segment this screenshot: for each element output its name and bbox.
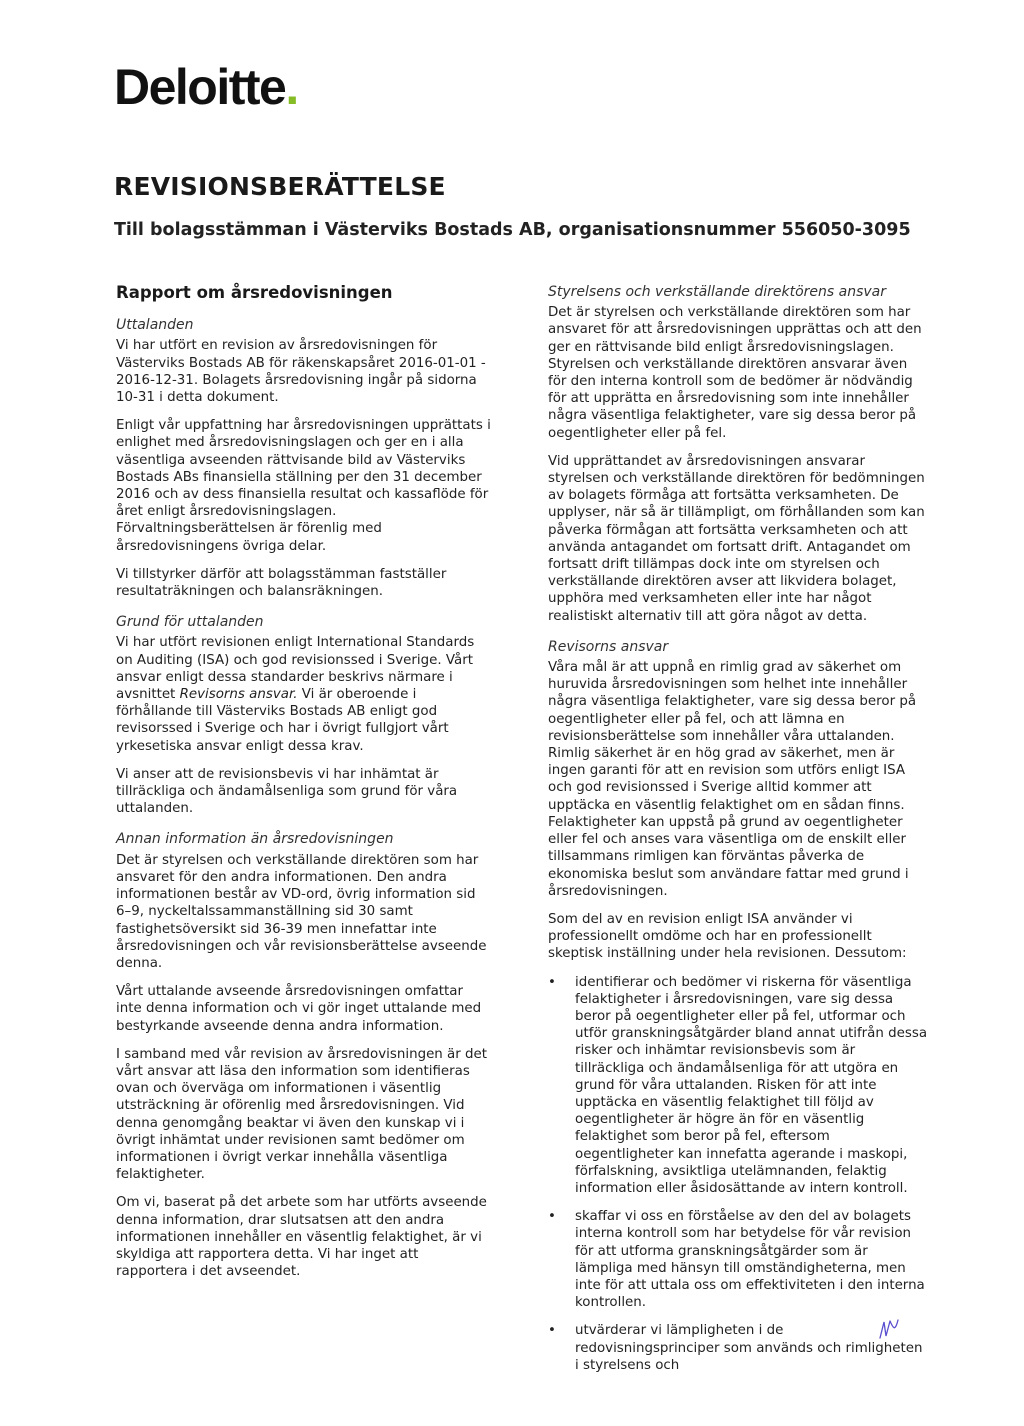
addressee: Till bolagsstämman i Västerviks Bostads AB, organisationsnummer 556050-3095 bbox=[114, 220, 911, 240]
subheading-annan-information: Annan information än årsredovisningen bbox=[116, 831, 394, 848]
list-item: • utvärderar vi lämpligheten i de redovisningsprinciper som används och rimligheten i styrelsens och bbox=[548, 1322, 928, 1374]
deloitte-logo bbox=[114, 59, 298, 115]
paragraph: Vi tillstyrker därför att bolagsstämman fastställer resultaträkningen och balansräkningen. bbox=[116, 566, 447, 600]
subheading-uttalanden: Uttalanden bbox=[116, 317, 194, 334]
list-item: • skaffar vi oss en förståelse av den del av bolagets interna kontroll som har betydelse för vår revision för att utforma granskningsåtgärder som är lämpliga med hänsyn till omständigheterna, men inte för att uttala oss om effektiviteten i den interna kontrollen. bbox=[548, 1208, 928, 1311]
paragraph: Det är styrelsen och verkställande direktören som har ansvaret för att årsredovisningen upprättas och att den ger en rättvisande bild enligt årsredovisningslagen. Styrelsen och verkställande direktören ansvarar även för den interna kontroll som de bedömer är nödvändig för att upprätta en årsredovisning som inte innehåller några väsentliga felaktigheter, vare sig dessa beror på oegentligheter eller på fel. bbox=[548, 305, 922, 441]
paragraph: Om vi, baserat på det arbete som har utförts avseende denna information, drar slutsatsen att den andra informationen innehåller en väsentlig felaktighet, är vi skyldiga att rapportera detta. Vi har inget att rapportera i det avseendet. bbox=[116, 1195, 487, 1280]
paragraph: Vi anser att de revisionsbevis vi har inhämtat är tillräckliga och ändamålsenliga som grund för våra uttalanden. bbox=[116, 766, 458, 817]
paragraph bbox=[116, 634, 492, 754]
list-item: • identifierar och bedömer vi riskerna för väsentliga felaktigheter i årsredovisningen, vare sig dessa beror på oegentligheter eller på fel, utformar och utför granskningsåtgärder bland annat utifrån dessa risker och inhämtar revisionsbevis som är tillräckliga och ändamålsenliga för att utgöra en grund för våra uttalanden. Risken för att inte upptäcka en väsentlig felaktighet till följd av oegentligheter är högre än för en väsentlig felaktighet som beror på fel, eftersom oegentligheter kan innefatta agerande i maskopi, förfalskning, avsiktliga utelämnanden, felaktig information eller åsidosättande av intern kontroll. bbox=[548, 974, 928, 1198]
page-title: REVISIONSBERÄTTELSE bbox=[114, 172, 446, 201]
logo-text: Deloitte bbox=[114, 59, 286, 115]
handwritten-initials-signature bbox=[876, 1316, 904, 1342]
paragraph: Våra mål är att uppnå en rimlig grad av säkerhet om huruvida årsredovisningen som helhet inte innehåller några väsentliga felaktigheter, vare sig dessa beror på oegentligheter eller på fel, och att lämna en revisionsberättelse som innehåller våra uttalanden. Rimlig säkerhet är en hög grad av säkerhet, men är ingen garanti för att en revision som utförs enligt ISA och god revisionssed i Sverige alltid kommer att upptäcka en väsentlig felaktighet om en sådan finns. Felaktigheter kan uppstå på grund av oegentligheter eller fel och anses vara väsentliga om de enskilt eller tillsammans rimligen kan förväntas påverka de ekonomiska beslut som användare fattar med grund i årsredovisningen. bbox=[548, 660, 917, 899]
bullet-list bbox=[548, 974, 928, 1374]
paragraph: Vid upprättandet av årsredovisningen ansvarar styrelsen och verkställande direktören för bedömningen av bolagets förmåga att fortsätta verksamheten. De upplyser, när så är tillämpligt, om förhållanden som kan påverka förmågan att fortsätta verksamheten och att använda antagandet om fortsatt drift. Antagandet om fortsatt drift tillämpas dock inte om styrelsen och verkställande direktören avser att likvidera bolaget, upphöra med verksamheten eller inte har något realistiskt alternativ till att göra något av detta. bbox=[548, 453, 925, 624]
section-heading-report: Rapport om årsredovisningen bbox=[116, 283, 393, 302]
paragraph: I samband med vår revision av årsredovisningen är det vårt ansvar att läsa den information som identifieras ovan och överväga om informationen i väsentlig utsträckning är oförenlig med årsredovisningen. Vid denna genomgång beaktar vi även den kunskap vi i övrigt inhämtat under revisionen samt bedömer om informationen i övrigt verkar innehålla väsentliga felaktigheter. bbox=[116, 1046, 488, 1183]
paragraph-part: Vi har utfört revisionen enligt International Standards on Auditing (ISA) och god revisionssed i Sverige. Vårt ansvar enligt dessa standarder beskrivs närmare i avsnittet bbox=[116, 635, 475, 703]
subheading-styrelsens-ansvar: Styrelsens och verkställande direktörens ansvar bbox=[548, 284, 886, 300]
paragraph: Vårt uttalande avseende årsredovisningen omfattar inte denna information och vi gör inget uttalande med bestyrkande avseende denna andra information. bbox=[116, 984, 482, 1034]
right-column bbox=[548, 284, 928, 1385]
section-reference: Revisorns ansvar. bbox=[179, 687, 298, 703]
paragraph: Vi har utfört en revision av årsredovisningen för Västerviks Bostads AB för räkenskapsåret 2016-01-01 - 2016-12-31. Bolagets årsredovisning ingår på sidorna 10-31 i detta dokument. bbox=[116, 338, 486, 406]
logo-dot: . bbox=[285, 59, 298, 115]
paragraph: Enligt vår uppfattning har årsredovisningen upprättats i enlighet med årsredovisningslagen och ger en i alla väsentliga avseenden rättvisande bild av Västerviks Bostads ABs finansiella ställning per den 31 december 2016 och av dess finansiella resultat och kassaflöde för året enligt årsredovisningslagen. Förvaltningsberättelsen är förenlig med årsredovisningens övriga delar. bbox=[116, 418, 491, 554]
subheading-grund: Grund för uttalanden bbox=[116, 614, 264, 631]
left-column bbox=[116, 284, 492, 1291]
paragraph: Det är styrelsen och verkställande direktören som har ansvaret för den andra informationen. Den andra informationen består av VD-ord, övrig information sid 6–9, nyckeltalssammanställning sid 30 samt fastighetsöversikt sid 36-39 men innefattar inte årsredovisningen och vår revisionsberättelse avseende denna. bbox=[116, 852, 487, 971]
paragraph: Som del av en revision enligt ISA använder vi professionellt omdöme och har en professionellt skeptisk inställning under hela revisionen. Dessutom: bbox=[548, 911, 907, 962]
paragraph-part: Vi är oberoende i förhållande till Västerviks Bostads AB enligt god revisorssed i Sverige och har i övrigt fullgjort vårt yrkesetiska ansvar enligt dessa krav. bbox=[116, 687, 449, 754]
subheading-revisorns-ansvar: Revisorns ansvar bbox=[548, 638, 669, 655]
